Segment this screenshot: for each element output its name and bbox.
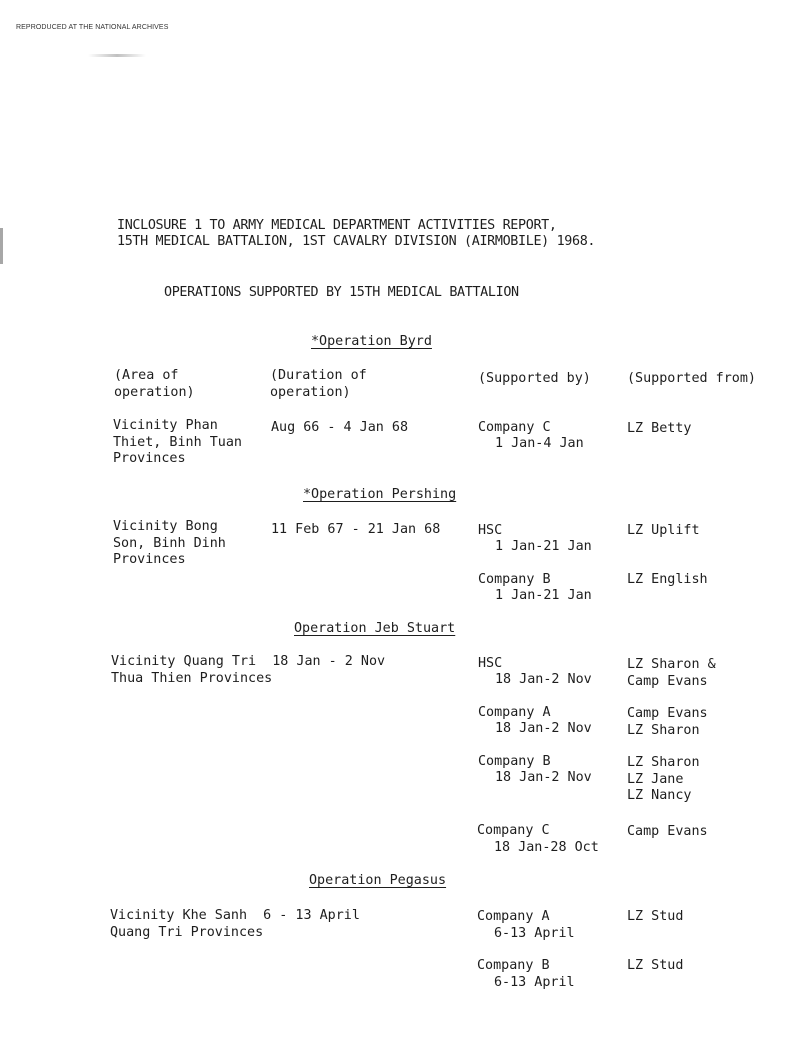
scan-smudge xyxy=(88,54,146,57)
operation-area: Vicinity Quang Tri 18 Jan - 2 Nov Thua Thien Provinces xyxy=(111,654,386,686)
support-dates: 1 Jan-21 Jan xyxy=(495,588,592,603)
operation-area: Vicinity Khe Sanh 6 - 13 April Quang Tri Provinces xyxy=(110,908,360,940)
support-unit: Company C xyxy=(477,823,550,838)
operation-duration: Aug 66 - 4 Jan 68 xyxy=(271,420,409,435)
operation-duration: 11 Feb 67 - 21 Jan 68 xyxy=(271,522,441,537)
support-location: LZ Stud xyxy=(627,909,684,924)
support-unit: HSC xyxy=(478,523,503,538)
archive-stamp: REPRODUCED AT THE NATIONAL ARCHIVES xyxy=(16,24,169,31)
support-location: LZ Stud xyxy=(627,958,684,973)
heading-line-2: 15TH MEDICAL BATTALION, 1ST CAVALRY DIVISION (AIRMOBILE) 1968. xyxy=(117,234,596,249)
support-dates: 18 Jan-2 Nov xyxy=(495,770,592,785)
support-location: LZ Betty xyxy=(627,421,692,436)
support-dates: 18 Jan-2 Nov xyxy=(495,721,592,736)
support-unit: HSC xyxy=(478,656,503,671)
support-dates: 18 Jan-2 Nov xyxy=(495,672,592,687)
column-header-area: (Area of operation) xyxy=(114,368,195,400)
support-unit: Company B xyxy=(477,958,550,973)
support-location: LZ Sharon LZ Jane LZ Nancy xyxy=(627,755,700,803)
support-location: Camp Evans xyxy=(627,824,708,839)
support-unit: Company B xyxy=(478,754,551,769)
support-unit: Company C xyxy=(478,420,551,435)
support-location: LZ Sharon & Camp Evans xyxy=(627,657,716,689)
column-header-duration: (Duration of operation) xyxy=(270,368,367,400)
column-header-supported-by: (Supported by) xyxy=(478,371,591,386)
operation-area: Vicinity Phan Thiet, Binh Tuan Provinces xyxy=(113,418,242,466)
support-location: LZ Uplift xyxy=(627,523,700,538)
support-dates: 18 Jan-28 Oct xyxy=(494,840,599,855)
scan-edge-mark xyxy=(0,228,3,264)
support-location: LZ English xyxy=(627,572,708,587)
operation-title: Operation Pegasus xyxy=(309,873,447,888)
support-unit: Company A xyxy=(478,705,551,720)
support-dates: 1 Jan-21 Jan xyxy=(495,539,592,554)
support-location: Camp Evans LZ Sharon xyxy=(627,706,708,738)
column-header-supported-from: (Supported from) xyxy=(627,371,756,386)
operation-area: Vicinity Bong Son, Binh Dinh Provinces xyxy=(113,519,226,567)
heading-line-1: INCLOSURE 1 TO ARMY MEDICAL DEPARTMENT ACTIVITIES REPORT, xyxy=(117,218,557,233)
support-dates: 6-13 April xyxy=(494,975,575,990)
operation-title: Operation Jeb Stuart xyxy=(294,621,456,636)
support-unit: Company A xyxy=(477,909,550,924)
operation-title: *Operation Pershing xyxy=(303,487,457,502)
support-dates: 1 Jan-4 Jan xyxy=(495,436,584,451)
document-subtitle: OPERATIONS SUPPORTED BY 15TH MEDICAL BATTALION xyxy=(164,285,519,300)
support-unit: Company B xyxy=(478,572,551,587)
support-dates: 6-13 April xyxy=(494,926,575,941)
operation-title: *Operation Byrd xyxy=(311,334,432,349)
